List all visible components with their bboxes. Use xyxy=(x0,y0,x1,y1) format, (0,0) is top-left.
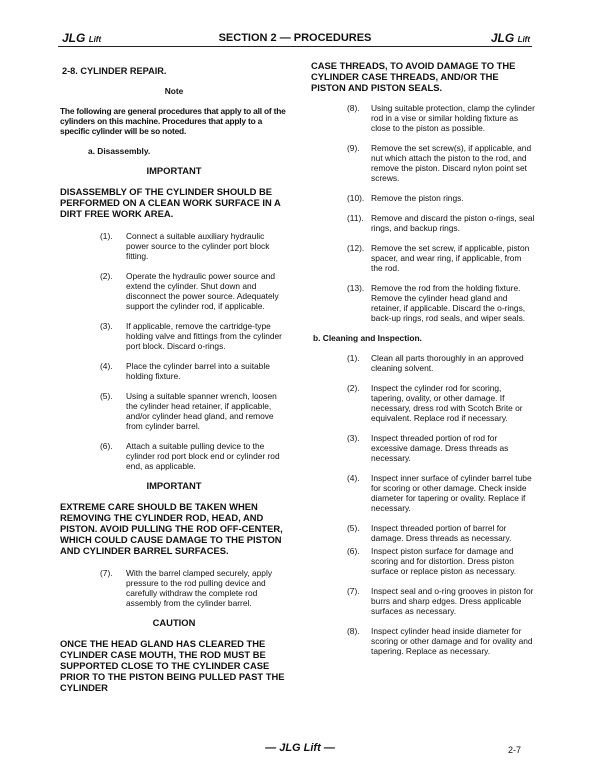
step-item: (4). Inspect inner surface of cylinder barrel tube for scoring or other damage. Check inside diameter for tapering or ovality. Replace if necessary. xyxy=(347,473,532,513)
note-text: The following are general procedures that apply to all of the cylinders on this machine. Procedures that apply to a specific cylinder will be so noted. xyxy=(60,106,286,136)
important-text: EXTREME CARE SHOULD BE TAKEN WHEN REMOVING THE CYLINDER ROD, HEAD, AND PISTON. AVOID PULLING THE ROD OFF-CENTER, WHICH COULD CAUSE DAMAGE TO THE PISTON AND CYLINDER BARREL SURFACES. xyxy=(60,501,283,556)
step-item: (5). Inspect threaded portion of barrel for damage. Dress threads as necessary. xyxy=(347,523,512,543)
page-number: 2-7 xyxy=(508,745,522,755)
page-footer-brand: — JLG Lift — xyxy=(265,742,335,754)
left-column xyxy=(60,60,288,705)
step-item: (1). Clean all parts thoroughly in an approved cleaning solvent. xyxy=(347,353,524,373)
section-title: SECTION 2 — PROCEDURES xyxy=(218,32,372,44)
subheading-cleaning: b. Cleaning and Inspection. xyxy=(313,333,422,343)
step-item: (8). Using suitable protection, clamp the cylinder rod in a vise or similar holding fixture as close to the piston as possible. xyxy=(347,103,535,133)
step-item: (4). Place the cylinder barrel into a suitable holding fixture. xyxy=(100,361,270,381)
important-label: IMPORTANT xyxy=(146,480,202,491)
header-brand-left: JLG Lift xyxy=(62,31,102,45)
caution-text-continued: CASE THREADS, TO AVOID DAMAGE TO THE CYLINDER CASE THREADS, AND/OR THE PISTON AND PISTON SEALS. xyxy=(311,60,516,93)
step-item: (2). Operate the hydraulic power source and extend the cylinder. Shut down and disconnect the power source. Adequately support the cylinder rod, if applicable. xyxy=(100,271,279,311)
step-item: (7). Inspect seal and o-ring grooves in piston for burrs and sharp edges. Dress applicable surfaces as necessary. xyxy=(347,586,534,616)
step-item: (6). Attach a suitable pulling device to the cylinder rod port block end or cylinder rod end, as applicable. xyxy=(100,441,280,471)
caution-label: CAUTION xyxy=(152,617,196,628)
step-item: (6). Inspect piston surface for damage and scoring and for distortion. Dress piston surface or replace piston as necessary. xyxy=(347,546,517,576)
step-item: (5). Using a suitable spanner wrench, loosen the cylinder head retainer, if applicable, and/or cylinder head gland, and remove from cylinder barrel. xyxy=(100,391,277,431)
subheading-disassembly: a. Disassembly. xyxy=(88,146,151,156)
caution-text: ONCE THE HEAD GLAND HAS CLEARED THE CYLINDER CASE MOUTH, THE ROD MUST BE SUPPORTED CLOSE TO THE CYLINDER CASE PRIOR TO THE PISTON BEING PULLED PAST THE CYLINDER xyxy=(60,638,285,693)
page-header xyxy=(58,30,532,47)
step-item: (8). Inspect cylinder head inside diameter for scoring or other damage and for ovality and tapering. Replace as necessary. xyxy=(347,626,533,656)
note-label: Note xyxy=(164,86,184,96)
step-item: (13). Remove the rod from the holding fixture. Remove the cylinder head gland and retainer, if applicable. Discard the o-rings, back-up rings, rod seals, and wiper seals. xyxy=(347,283,526,323)
step-item: (11). Remove and discard the piston o-rings, seal rings, and backup rings. xyxy=(347,213,535,233)
important-text: DISASSEMBLY OF THE CYLINDER SHOULD BE PERFORMED ON A CLEAN WORK SURFACE IN A DIRT FREE WORK AREA. xyxy=(60,186,281,219)
step-item: (3). If applicable, remove the cartridge-type holding valve and fittings from the cylinder port block. Discard o-rings. xyxy=(100,321,282,351)
step-item: (3). Inspect threaded portion of rod for excessive damage. Dress threads as necessary. xyxy=(347,433,509,463)
step-item: (2). Inspect the cylinder rod for scoring, tapering, ovality, or other damage. If necessary, dress rod with Scotch Brite or equivalent. Replace rod if necessary. xyxy=(347,383,523,423)
step-item: (1). Connect a suitable auxiliary hydraulic power source to the cylinder port block fitting. xyxy=(100,231,270,261)
step-item: (10). Remove the piston rings. xyxy=(347,193,464,203)
important-label: IMPORTANT xyxy=(146,165,202,176)
section-heading: 2-8. CYLINDER REPAIR. xyxy=(62,66,167,76)
step-item: (9). Remove the set screw(s), if applicable, and nut which attach the piston to the rod, and remove the piston. Discard nylon point set screws. xyxy=(347,143,532,183)
step-item: (7). With the barrel clamped securely, apply pressure to the rod pulling device and carefully withdraw the complete rod assembly from the cylinder barrel. xyxy=(100,568,273,608)
step-item: (12). Remove the set screw, if applicable, piston spacer, and wear ring, if applicable, from the rod. xyxy=(347,243,530,273)
header-brand-right: JLG Lift xyxy=(490,31,530,45)
right-column xyxy=(311,60,535,666)
